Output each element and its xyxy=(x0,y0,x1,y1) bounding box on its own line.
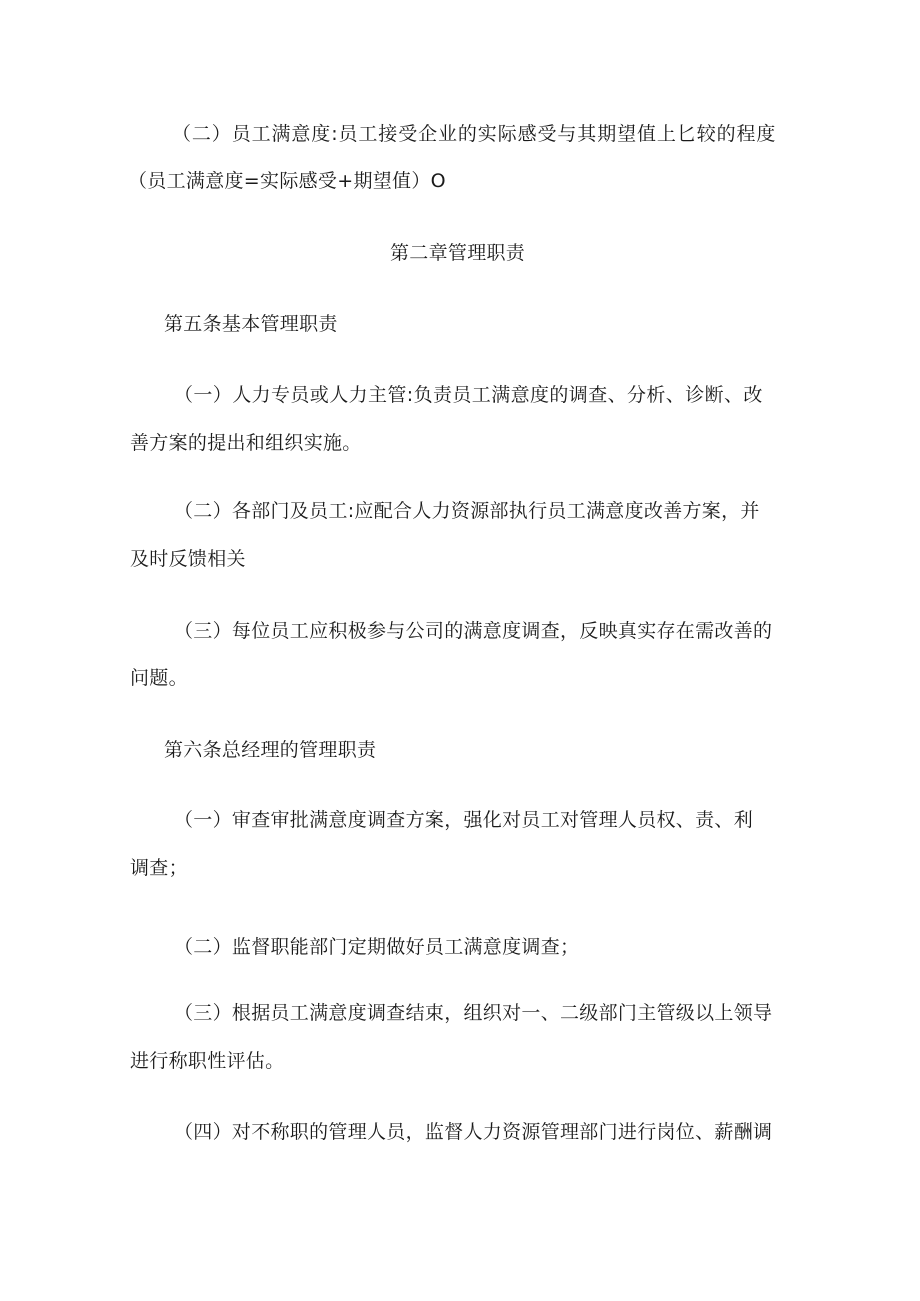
article-five-item-1-line-1: （一）人力专员或人力主管:负责员工满意度的调查、分析、诊断、改 xyxy=(174,384,763,406)
paragraph-satisfaction-definition-line-2: （员工满意度=实际感受+期望值）O xyxy=(128,170,446,192)
article-five-heading: 第五条基本管理职责 xyxy=(164,313,338,335)
article-five-item-2-line-2: 及时反馈相关 xyxy=(130,548,246,570)
article-five-item-1-line-2: 善方案的提出和组织实施。 xyxy=(130,432,362,454)
chapter-heading: 第二章管理职责 xyxy=(390,242,526,264)
article-six-item-3-line-1: （三）根据员工满意度调查结束，组织对一、二级部门主管级以上领导 xyxy=(174,1002,773,1024)
article-six-item-1-line-2: 调查； xyxy=(130,857,188,879)
article-six-heading: 第六条总经理的管理职责 xyxy=(164,739,377,761)
article-six-item-1-line-1: （一）审查审批满意度调查方案，强化对员工对管理人员权、责、利 xyxy=(174,809,754,831)
article-six-item-4-line-1: （四）对不称职的管理人员，监督人力资源管理部门进行岗位、薪酬调 xyxy=(174,1121,773,1143)
article-six-item-3-line-2: 进行称职性评估。 xyxy=(130,1050,285,1072)
paragraph-satisfaction-definition-line-1: （二）员工满意度:员工接受企业的实际感受与其期望值上匕较的程度 xyxy=(172,123,777,145)
article-six-item-2: （二）监督职能部门定期做好员工满意度调查； xyxy=(174,936,580,958)
article-five-item-2-line-1: （二）各部门及员工:应配合人力资源部执行员工满意度改善方案，并 xyxy=(174,500,760,522)
article-five-item-3-line-2: 问题。 xyxy=(130,667,188,689)
article-five-item-3-line-1: （三）每位员工应积极参与公司的满意度调查，反映真实存在需改善的 xyxy=(174,620,773,642)
